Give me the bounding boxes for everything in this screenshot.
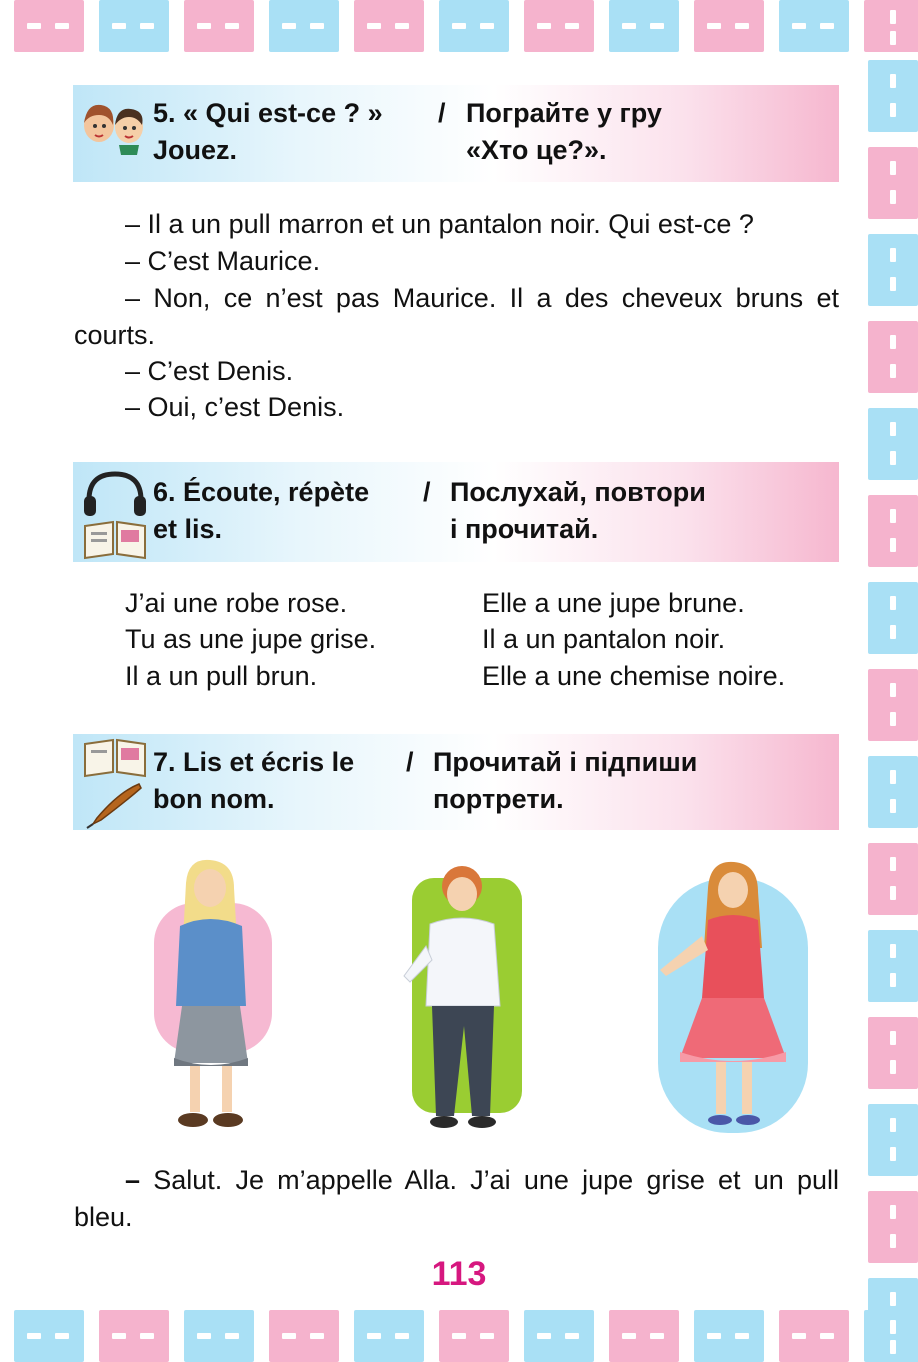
- boy-in-white-shirt-illustration: [398, 856, 528, 1136]
- border-tile: [868, 1191, 918, 1263]
- phrase-right: Elle a une chemise noire.: [482, 661, 786, 691]
- border-tile: [609, 1310, 679, 1362]
- exercise-6-header: [73, 462, 839, 562]
- border-tile: [868, 60, 918, 132]
- open-book-icon: [85, 740, 145, 776]
- dialogue-line: – Oui, c’est Denis.: [125, 392, 345, 422]
- exercise-6-title-fr: 6. Écoute, répète: [153, 477, 370, 507]
- border-tile: [439, 1310, 509, 1362]
- dialogue-line: – Il a un pull marron et un pantalon noir. Qui est-ce ?: [125, 209, 754, 239]
- border-tile: [609, 0, 679, 52]
- right-decorative-border: [868, 0, 918, 1360]
- dialogue-line: – C’est Maurice.: [125, 246, 321, 276]
- exercise-6-title-uk: Послухай, повтори: [450, 477, 706, 507]
- title-separator: /: [406, 747, 414, 777]
- phrase-left: Tu as une jupe grise.: [125, 624, 377, 654]
- border-tile: [868, 0, 918, 52]
- border-tile: [868, 930, 918, 1002]
- dialogue-line: – C’est Denis.: [125, 356, 294, 386]
- exercise-5-header: [73, 85, 839, 182]
- quill-pen-icon: [87, 784, 141, 828]
- border-tile: [868, 495, 918, 567]
- border-tile: [14, 0, 84, 52]
- top-decorative-border: [0, 0, 918, 52]
- boy-girl-faces-icon: [79, 85, 147, 182]
- border-tile: [868, 1017, 918, 1089]
- border-tile: [868, 147, 918, 219]
- border-tile: [868, 669, 918, 741]
- phrase-right: Elle a une jupe brune.: [482, 588, 745, 618]
- dialogue-line: – Non, ce n’est pas Maurice. Il a des cheveux bruns et courts.: [74, 283, 839, 350]
- border-tile: [868, 843, 918, 915]
- border-tile: [184, 1310, 254, 1362]
- border-tile: [99, 0, 169, 52]
- bottom-text: Salut. Je m’appelle Alla. J’ai une jupe grise et un pull bleu.: [74, 1165, 839, 1232]
- exercise-7-title-fr: 7. Lis et écris le: [153, 747, 355, 777]
- exercise-6-title-uk-line2: і прочитай.: [450, 514, 599, 544]
- bottom-paragraph: [74, 1162, 839, 1236]
- border-tile: [694, 1310, 764, 1362]
- phrase-left: Il a un pull brun.: [125, 661, 318, 691]
- border-tile: [354, 1310, 424, 1362]
- border-tile: [868, 582, 918, 654]
- page-number: 113: [431, 1255, 487, 1293]
- phrase-left: J’ai une robe rose.: [125, 588, 348, 618]
- border-tile: [868, 1310, 918, 1360]
- border-tile: [524, 0, 594, 52]
- border-tile: [269, 0, 339, 52]
- border-tile: [779, 0, 849, 52]
- title-separator: /: [423, 477, 431, 507]
- exercise-5-title-fr-line2: Jouez.: [153, 135, 238, 165]
- border-tile: [868, 756, 918, 828]
- border-tile: [868, 234, 918, 306]
- open-book-icon: [85, 522, 145, 558]
- headphones-icon: [84, 474, 146, 516]
- border-tile: [14, 1310, 84, 1362]
- phrase-right: Il a un pantalon noir.: [482, 624, 726, 654]
- border-tile: [694, 0, 764, 52]
- border-tile: [99, 1310, 169, 1362]
- girl-in-pink-dress-illustration: [650, 858, 810, 1138]
- border-tile: [184, 0, 254, 52]
- title-separator: /: [438, 98, 446, 128]
- girl-in-grey-skirt-illustration: [148, 858, 278, 1138]
- border-tile: [868, 408, 918, 480]
- bottom-dash: –: [125, 1165, 141, 1195]
- border-tile: [868, 321, 918, 393]
- border-tile: [868, 1104, 918, 1176]
- exercise-7-header: [73, 734, 839, 830]
- border-tile: [269, 1310, 339, 1362]
- exercise-7-title-uk: Прочитай і підпиши: [433, 747, 698, 777]
- border-tile: [524, 1310, 594, 1362]
- exercise-6-title-fr-line2: et lis.: [153, 514, 223, 544]
- border-tile: [439, 0, 509, 52]
- border-tile: [779, 1310, 849, 1362]
- exercise-5-title-uk: Пограйте у гру: [466, 98, 662, 128]
- exercise-7-title-fr-line2: bon nom.: [153, 784, 275, 814]
- border-tile: [354, 0, 424, 52]
- exercise-5-title-fr: 5. « Qui est-ce ? »: [153, 98, 383, 128]
- exercise-7-title-uk-line2: портрети.: [433, 784, 564, 814]
- exercise-5-title-uk-line2: «Хто це?».: [466, 135, 607, 165]
- bottom-decorative-border: [0, 1310, 918, 1362]
